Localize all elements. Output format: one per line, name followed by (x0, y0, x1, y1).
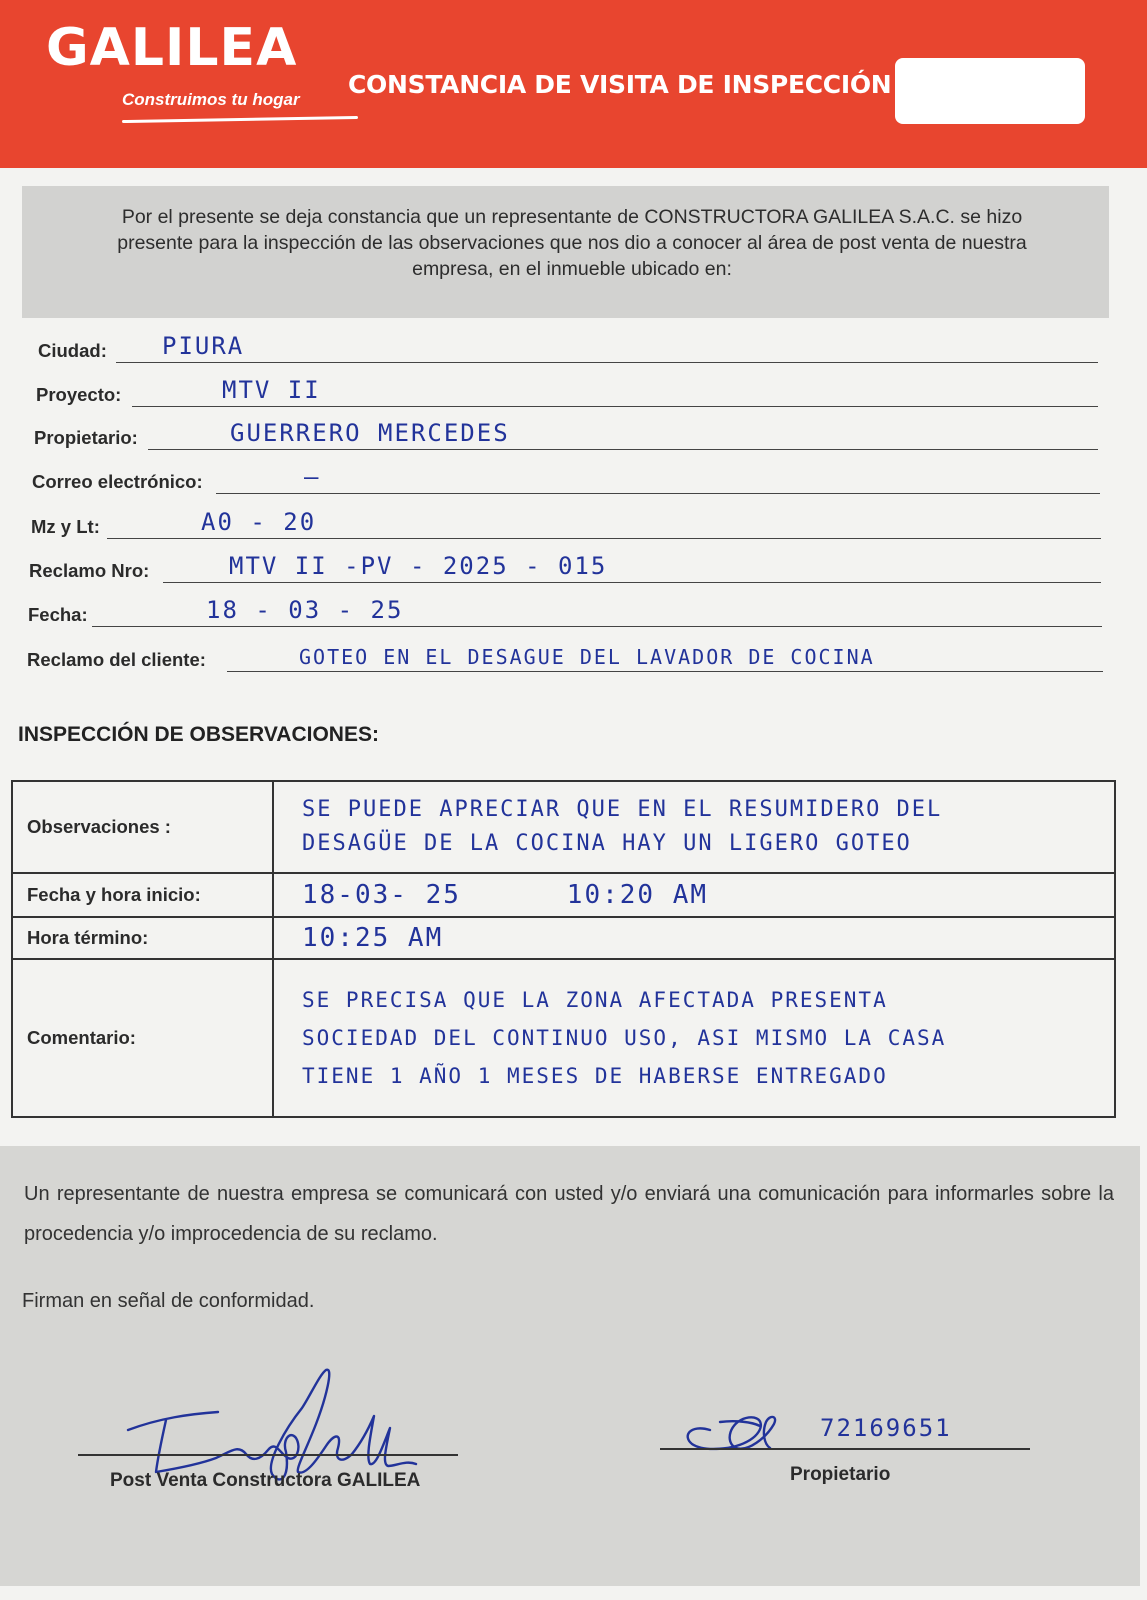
field-value: PIURA (162, 332, 245, 360)
logo-slogan: Construimos tu hogar (122, 90, 300, 109)
comentario-label: Comentario: (12, 959, 273, 1117)
fecha-inicio-value: 18-03- 25 10:20 AM (273, 873, 1115, 917)
observations-table (11, 780, 1116, 1118)
field-label: Fecha: (28, 604, 88, 625)
firman-text: Firman en señal de conformidad. (22, 1290, 315, 1312)
field-underline (227, 671, 1103, 672)
document-number-box (895, 58, 1085, 124)
signature-line-left (78, 1454, 458, 1456)
field-mz-lt (31, 508, 1101, 542)
comentario-line: SOCIEDAD DEL CONTINUO USO, ASI MISMO LA CASA (302, 1026, 947, 1050)
field-label: Proyecto: (36, 384, 122, 405)
signature-line-right (660, 1448, 1030, 1450)
field-underline (107, 538, 1101, 539)
owner-id-number: 72169651 (820, 1414, 952, 1442)
fecha-inicio-label: Fecha y hora inicio: (12, 873, 273, 917)
signature-propietario (680, 1408, 790, 1458)
table-row (12, 781, 1115, 873)
field-label: Propietario: (34, 427, 138, 448)
signature-caption-left: Post Venta Constructora GALILEA (110, 1470, 421, 1491)
field-label: Reclamo Nro: (29, 560, 150, 581)
field-ciudad (38, 332, 1098, 366)
field-label: Mz y Lt: (31, 516, 100, 537)
observaciones-label: Observaciones : (12, 781, 273, 873)
field-underline (148, 449, 1098, 450)
field-underline (163, 582, 1101, 583)
field-fecha (28, 596, 1102, 630)
field-underline (116, 362, 1098, 363)
section-title-inspeccion: INSPECCIÓN DE OBSERVACIONES: (18, 723, 379, 746)
logo-text: GALILEA (46, 18, 298, 78)
field-reclamo-nro (29, 552, 1101, 586)
field-value: MTV II -PV - 2025 - 015 (229, 552, 608, 580)
observaciones-value (273, 781, 1115, 873)
hora-termino-label: Hora término: (12, 917, 273, 959)
field-value: MTV II (222, 376, 321, 404)
table-row (12, 959, 1115, 1117)
footer-panel (0, 1146, 1140, 1586)
notice-text: Un representante de nuestra empresa se comunicará con usted y/o enviará una comunicación para informarles sobre la procedencia y/o improcedencia de su reclamo. (24, 1183, 1114, 1245)
field-proyecto (36, 376, 1098, 410)
field-value: 18 - 03 - 25 (206, 596, 404, 624)
signature-caption-right: Propietario (790, 1464, 891, 1485)
field-value: A0 - 20 (201, 508, 317, 536)
comentario-value (273, 959, 1115, 1117)
document-title: CONSTANCIA DE VISITA DE INSPECCIÓN (348, 70, 892, 99)
header-band (0, 0, 1147, 168)
comentario-line: SE PRECISA QUE LA ZONA AFECTADA PRESENTA (302, 988, 888, 1012)
field-value: GOTEO EN EL DESAGUE DEL LAVADOR DE COCINA (299, 645, 875, 669)
field-value: GUERRERO MERCEDES (230, 419, 510, 447)
logo-swoosh (122, 116, 358, 123)
intro-panel (22, 186, 1109, 318)
intro-text: Por el presente se deja constancia que un representante de CONSTRUCTORA GALILEA S.A.C. se hizo presente para la inspección de las observaciones que nos dio a conocer al área de post venta de nuestra empresa, en el inmueble ubicado en: (117, 206, 1027, 280)
field-label: Ciudad: (38, 340, 107, 361)
field-propietario (34, 419, 1098, 453)
field-reclamo-cliente (27, 645, 1103, 675)
comentario-line: TIENE 1 AÑO 1 MESES DE HABERSE ENTREGADO (302, 1064, 888, 1088)
field-underline (92, 626, 1102, 627)
table-row (12, 917, 1115, 959)
galilea-logo (46, 18, 300, 109)
hora-termino-value: 10:25 AM (273, 917, 1115, 959)
field-underline (216, 493, 1100, 494)
field-value: — (304, 463, 321, 491)
field-label: Correo electrónico: (32, 471, 203, 492)
field-underline (132, 406, 1098, 407)
table-row (12, 873, 1115, 917)
field-label: Reclamo del cliente: (27, 649, 206, 670)
observaciones-line: DESAGÜE DE LA COCINA HAY UN LIGERO GOTEO (302, 831, 912, 856)
field-correo (32, 463, 1100, 497)
observaciones-line: SE PUEDE APRECIAR QUE EN EL RESUMIDERO DEL (302, 797, 943, 822)
